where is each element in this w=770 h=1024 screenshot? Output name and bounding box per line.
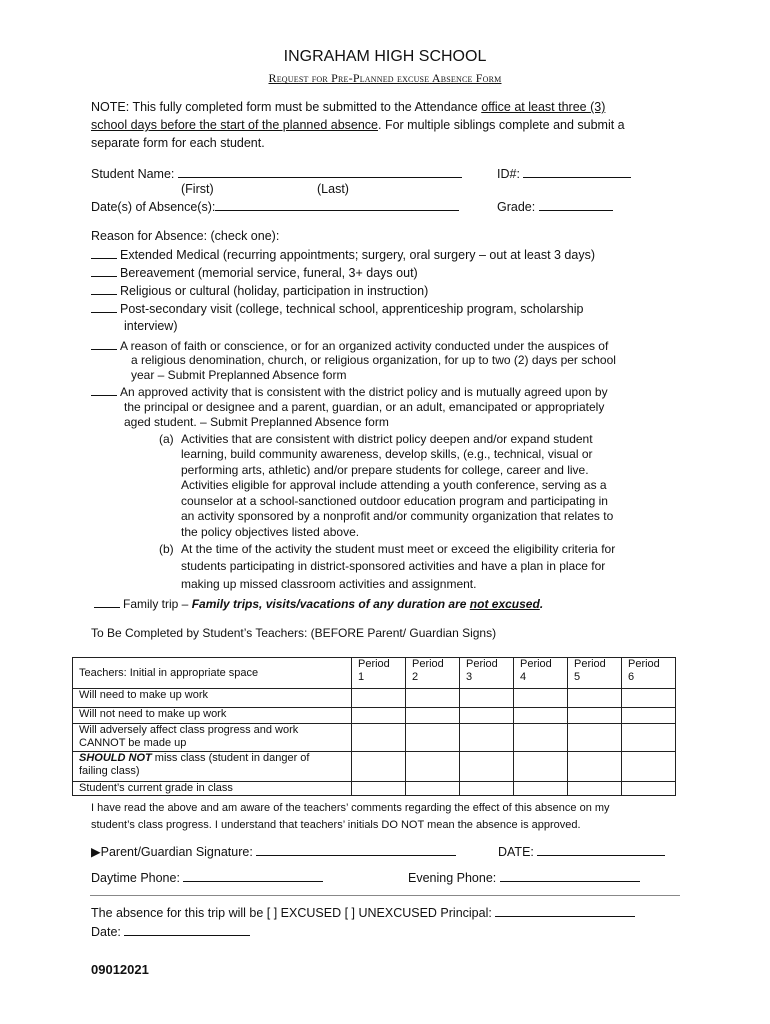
first-label: (First)	[181, 182, 214, 196]
period-label: Period	[628, 658, 660, 670]
table-row	[73, 708, 676, 724]
faith-checkbox-line[interactable]	[91, 338, 117, 350]
form-title: Request for Pre-Planned excuse Absence Form	[268, 71, 502, 85]
period-number: 2	[412, 670, 419, 683]
row-label-makeup: Will need to make up work	[73, 689, 352, 708]
reason-bereavement	[91, 265, 418, 280]
sub-a-line: Activities eligible for approval include attending a youth conference, serving as a	[181, 478, 607, 492]
reason-postsecondary	[91, 301, 583, 316]
period-number: 6	[628, 670, 635, 683]
initial-cell[interactable]	[406, 708, 460, 724]
grade-row	[497, 199, 613, 214]
note-line-3: separate form for each student.	[91, 136, 265, 150]
postsecondary-label-cont: interview)	[124, 319, 178, 333]
period-number: 1	[358, 670, 365, 683]
signature-field[interactable]	[256, 844, 456, 856]
sub-b-line: making up missed classroom activities and assignment.	[181, 577, 477, 591]
initial-cell[interactable]	[514, 724, 568, 752]
period-5-header	[568, 658, 622, 689]
should-not-bold: SHOULD NOT	[79, 752, 152, 764]
parent-statement-1: I have read the above and am aware of the teachers’ comments regarding the effect of this absence on my	[91, 802, 610, 814]
note-text-2: . For multiple siblings complete and submit a	[378, 118, 625, 132]
dates-field[interactable]	[215, 199, 459, 211]
office-date-label: Date:	[91, 925, 121, 939]
excused-row	[91, 905, 635, 920]
table-row	[73, 752, 676, 782]
parent-date-field[interactable]	[537, 844, 665, 856]
initial-cell[interactable]	[514, 752, 568, 782]
period-label: Period	[466, 658, 498, 670]
table-row	[73, 782, 676, 796]
faith-label-2: a religious denomination, church, or religious organization, for up to two (2) days per school	[131, 353, 616, 367]
initial-cell[interactable]	[568, 708, 622, 724]
approved-checkbox-line[interactable]	[91, 384, 117, 396]
reason-faith	[91, 338, 608, 353]
note-underlined-days: school days before the start of the planned absence	[91, 118, 378, 132]
parent-date-row	[498, 844, 665, 859]
sub-a-marker: (a)	[159, 432, 174, 446]
initial-cell[interactable]	[352, 724, 406, 752]
initial-cell[interactable]	[460, 782, 514, 796]
office-date-row	[91, 924, 250, 939]
period-3-header	[460, 658, 514, 689]
initial-cell[interactable]	[622, 724, 676, 752]
note-text: NOTE: This fully completed form must be submitted to the Attendance	[91, 100, 482, 114]
initial-cell[interactable]	[352, 708, 406, 724]
sub-a-line: counselor at a school-sanctioned outdoor education program and participating in	[181, 494, 608, 508]
teachers-heading: To Be Completed by Student’s Teachers: (BEFORE Parent/ Guardian Signs)	[91, 626, 497, 640]
last-label: (Last)	[317, 182, 349, 196]
initial-cell[interactable]	[352, 752, 406, 782]
id-label: ID#:	[497, 167, 520, 181]
family-checkbox-line[interactable]	[94, 596, 120, 608]
parent-statement-2: student’s class progress. I understand that teachers’ initials DO NOT mean the absence is approved.	[91, 819, 581, 831]
initial-cell[interactable]	[514, 782, 568, 796]
row-label-grade: Student’s current grade in class	[73, 782, 352, 796]
sub-a-line: an activity sponsored by a nonprofit and/or community organization that relates to	[181, 509, 614, 523]
sub-a-line: Activities that are consistent with district policy deepen and/or expand student	[181, 432, 593, 446]
bereavement-label: Bereavement (memorial service, funeral, 3+ days out)	[120, 266, 418, 280]
grade-field[interactable]	[539, 199, 613, 211]
student-name-field[interactable]	[178, 166, 462, 178]
reason-religious	[91, 283, 428, 298]
initial-cell[interactable]	[406, 782, 460, 796]
sub-a-line: the policy objectives listed above.	[181, 525, 360, 539]
initial-cell[interactable]	[406, 689, 460, 708]
should-not-text-2: failing class)	[79, 764, 140, 777]
day-phone-row	[91, 870, 323, 885]
initial-cell[interactable]	[406, 752, 460, 782]
reason-family-trip	[94, 596, 543, 611]
arrow-icon: ▶	[91, 845, 101, 859]
divider	[90, 895, 680, 896]
note-line-2	[91, 118, 625, 132]
office-date-field[interactable]	[124, 924, 250, 936]
faith-label: A reason of faith or conscience, or for an organized activity conducted under the auspices of	[120, 339, 609, 353]
initial-cell[interactable]	[460, 708, 514, 724]
day-phone-field[interactable]	[183, 870, 323, 882]
sub-b-line: At the time of the activity the student must meet or exceed the eligibility criteria for	[181, 542, 616, 556]
initial-cell[interactable]	[514, 708, 568, 724]
excused-text: The absence for this trip will be [ ] EXCUSED [ ] UNEXCUSED Principal:	[91, 906, 492, 920]
initial-cell[interactable]	[352, 689, 406, 708]
period-label: Period	[520, 658, 552, 670]
approved-label-3: aged student. – Submit Preplanned Absence form	[124, 415, 389, 429]
sub-b-line: students participating in district-sponsored activities and have a plan in place for	[181, 559, 606, 573]
family-period: .	[539, 597, 544, 611]
school-title: INGRAHAM HIGH SCHOOL	[283, 48, 487, 65]
form-code: 09012021	[91, 962, 149, 977]
initial-cell[interactable]	[622, 782, 676, 796]
evening-phone-row	[408, 870, 640, 885]
dates-label: Date(s) of Absence(s):	[91, 200, 216, 214]
period-label: Period	[358, 658, 390, 670]
table-row	[73, 689, 676, 708]
initial-cell[interactable]	[568, 724, 622, 752]
row-label-adverse	[73, 724, 352, 752]
day-phone-label: Daytime Phone:	[91, 871, 180, 885]
medical-checkbox-line[interactable]	[91, 247, 117, 259]
signature-label: Parent/Guardian Signature:	[100, 845, 253, 859]
family-warning: Family trips, visits/vacations of any duration are	[191, 597, 470, 611]
initial-cell[interactable]	[568, 689, 622, 708]
initial-cell[interactable]	[460, 752, 514, 782]
period-1-header	[352, 658, 406, 689]
approved-label: An approved activity that is consistent with the district policy and is mutually agreed upon by	[120, 385, 608, 399]
period-4-header	[514, 658, 568, 689]
parent-date-label: DATE:	[498, 845, 534, 859]
period-number: 3	[466, 670, 473, 683]
table-col-header: Teachers: Initial in appropriate space	[73, 658, 352, 689]
student-name-label: Student Name:	[91, 167, 175, 181]
bereavement-checkbox-line[interactable]	[91, 265, 117, 277]
row-label-no-makeup: Will not need to make up work	[73, 708, 352, 724]
religious-checkbox-line[interactable]	[91, 283, 117, 295]
row-label-should-not	[73, 752, 352, 782]
should-not-text: miss class (student in danger of	[151, 752, 310, 764]
period-number: 4	[520, 670, 527, 683]
period-label: Period	[412, 658, 444, 670]
sub-b-marker: (b)	[159, 542, 174, 556]
postsecondary-label: Post-secondary visit (college, technical school, apprenticeship program, scholarship	[120, 302, 584, 316]
reason-heading: Reason for Absence: (check one):	[91, 229, 280, 243]
initial-cell[interactable]	[622, 689, 676, 708]
family-label: Family trip –	[123, 597, 192, 611]
table-header-row	[73, 658, 676, 689]
medical-label: Extended Medical (recurring appointments; surgery, oral surgery – out at least 3 days)	[120, 248, 595, 262]
reason-approved	[91, 384, 608, 399]
initial-cell[interactable]	[460, 689, 514, 708]
table-row	[73, 724, 676, 752]
sub-a-line: performing arts, athletic) and/or prepare students for college, career and live.	[181, 463, 589, 477]
sub-a-line: learning, build community awareness, develop skills, (e.g., technical, visual or	[181, 447, 593, 461]
grade-label: Grade:	[497, 200, 536, 214]
reason-medical	[91, 247, 595, 262]
adverse-text: Will adversely affect class progress and work	[79, 724, 299, 736]
faith-label-3: year – Submit Preplanned Absence form	[131, 368, 347, 382]
initial-cell[interactable]	[514, 689, 568, 708]
id-row	[497, 166, 631, 181]
family-not-excused: not excused	[469, 597, 540, 611]
initial-cell[interactable]	[568, 752, 622, 782]
teacher-initials-table	[72, 657, 676, 796]
initial-cell[interactable]	[352, 782, 406, 796]
initial-cell[interactable]	[622, 752, 676, 782]
student-name-row	[91, 166, 462, 181]
period-6-header	[622, 658, 676, 689]
evening-phone-field[interactable]	[500, 870, 640, 882]
period-2-header	[406, 658, 460, 689]
evening-phone-label: Evening Phone:	[408, 871, 497, 885]
note-underlined-deadline: office at least three (3)	[481, 100, 606, 114]
period-number: 5	[574, 670, 581, 683]
note-line-1	[91, 100, 605, 114]
religious-label: Religious or cultural (holiday, participation in instruction)	[120, 284, 429, 298]
postsecondary-checkbox-line[interactable]	[91, 301, 117, 313]
adverse-text-2: CANNOT be made up	[79, 736, 187, 749]
dates-row	[91, 199, 459, 214]
initial-cell[interactable]	[622, 708, 676, 724]
approved-label-2: the principal or designee and a parent, guardian, or an adult, emancipated or appropriately	[124, 400, 605, 414]
initial-cell[interactable]	[406, 724, 460, 752]
principal-field[interactable]	[495, 905, 635, 917]
period-label: Period	[574, 658, 606, 670]
id-field[interactable]	[523, 166, 631, 178]
signature-row	[91, 844, 456, 859]
initial-cell[interactable]	[568, 782, 622, 796]
initial-cell[interactable]	[460, 724, 514, 752]
